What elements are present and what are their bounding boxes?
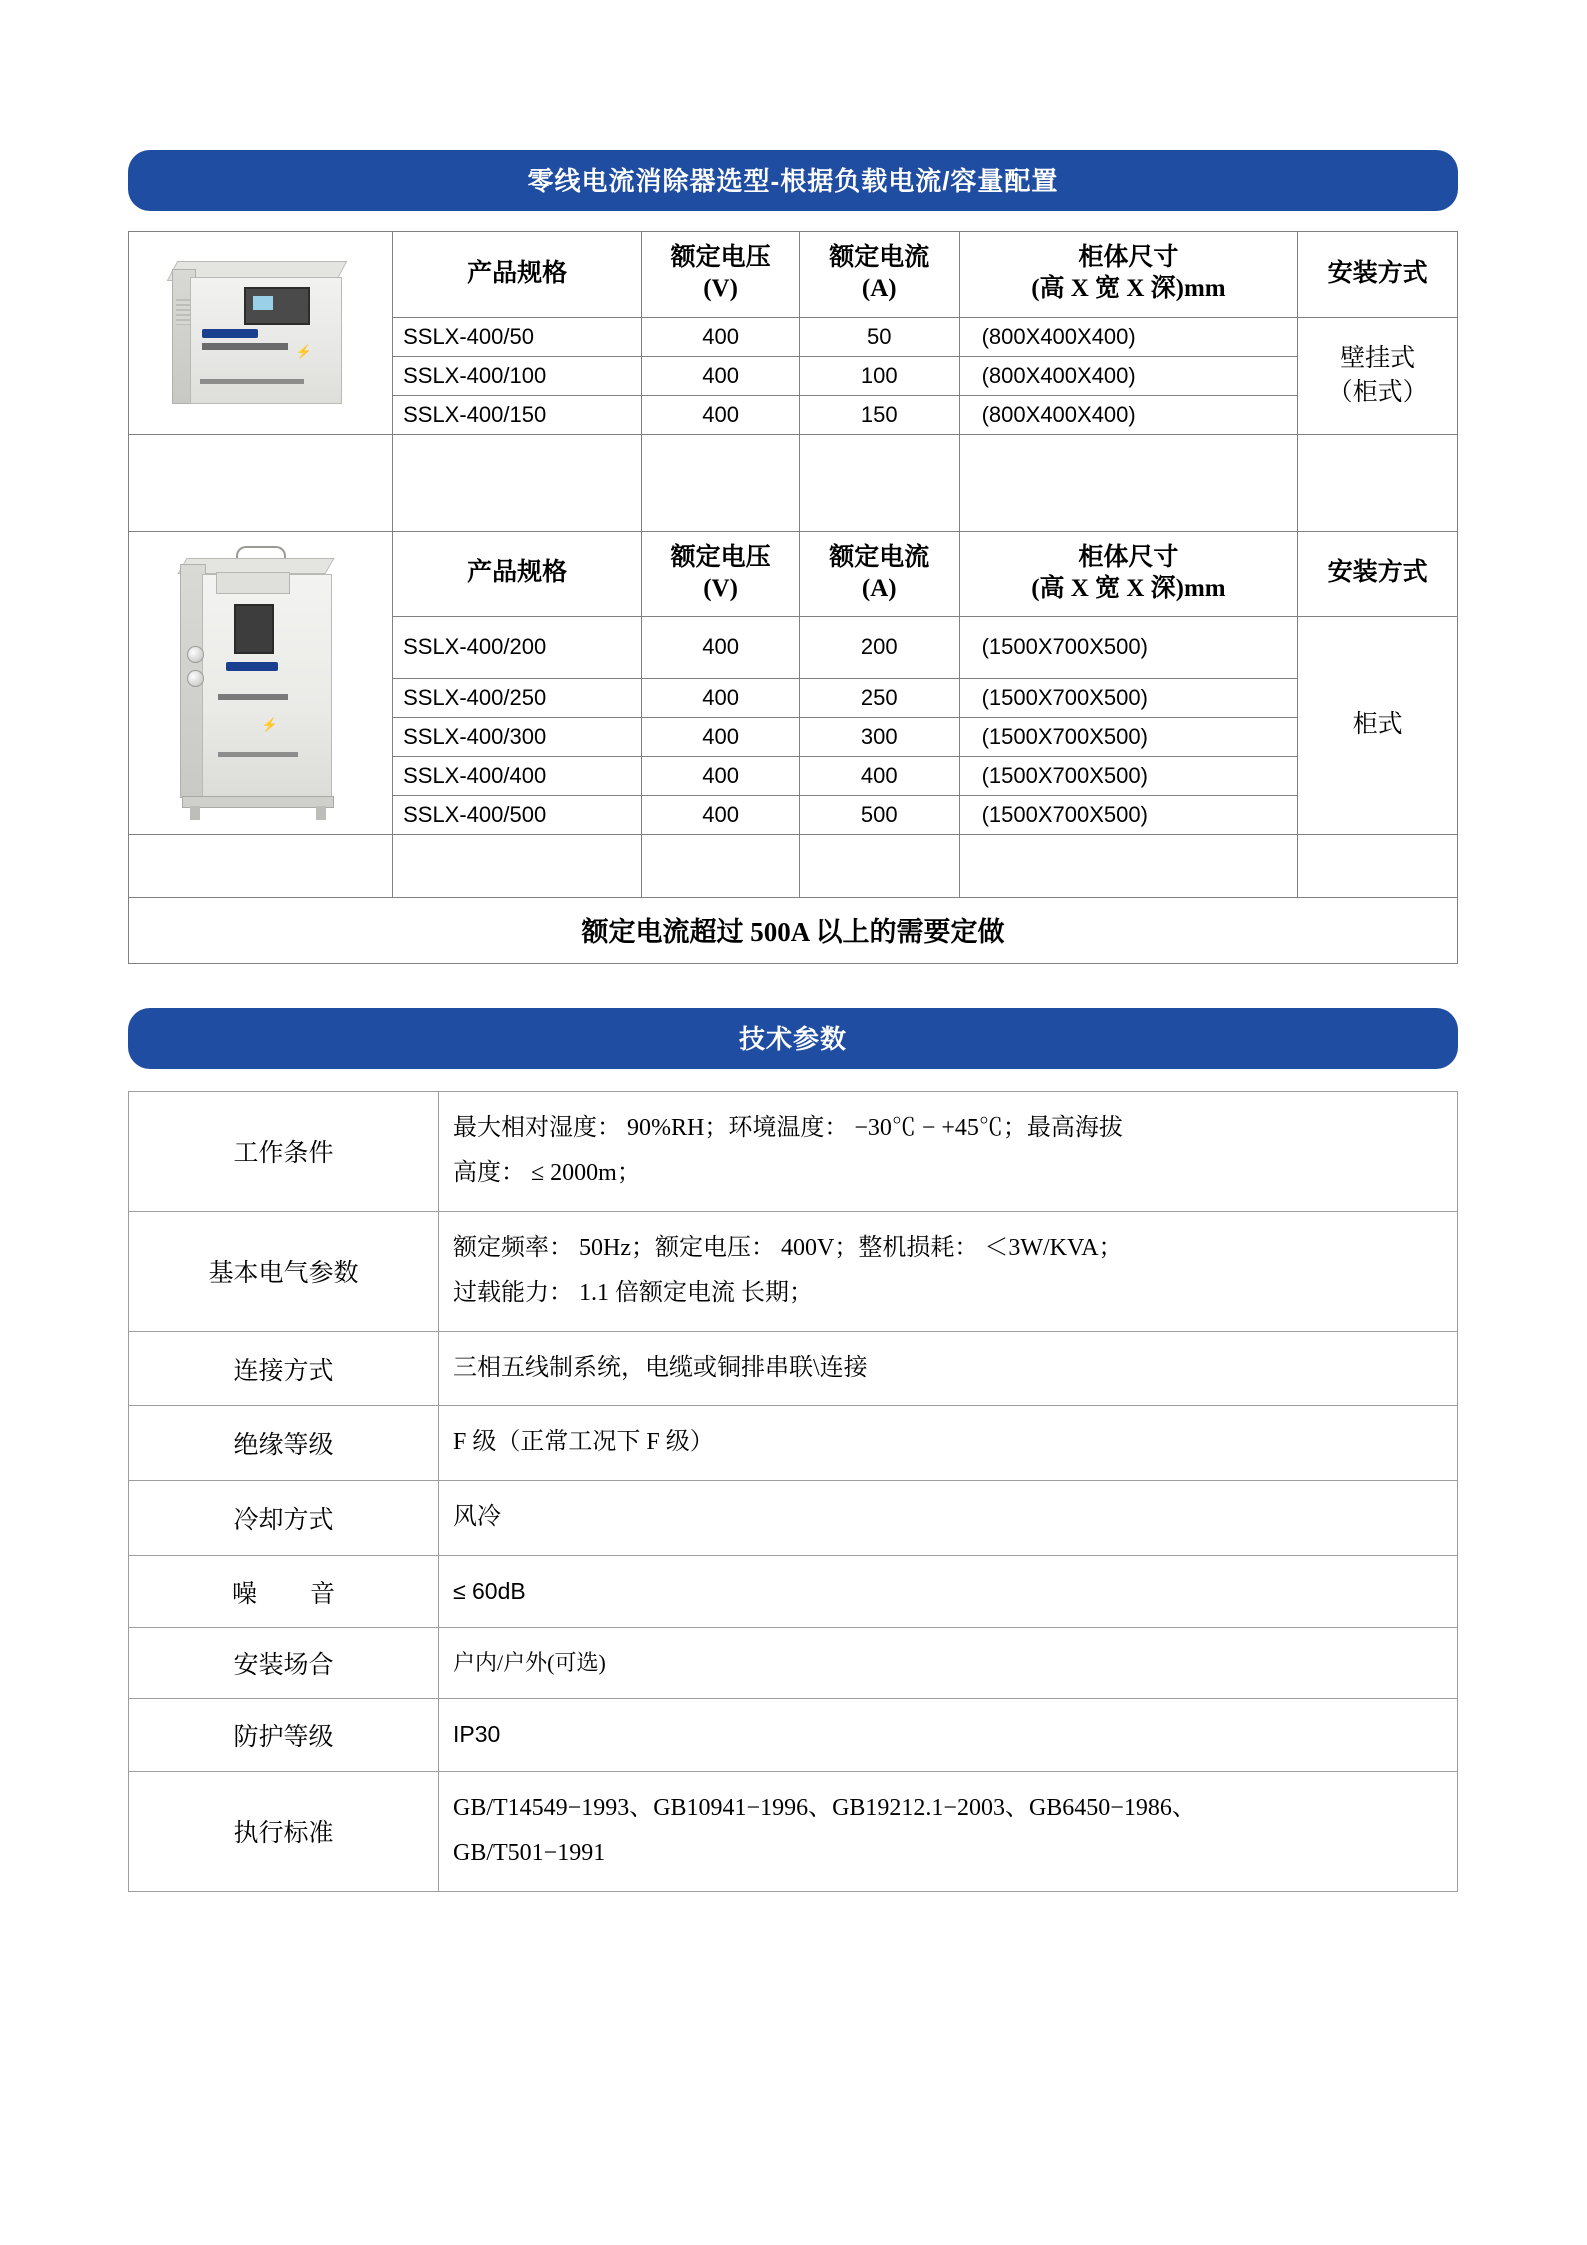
cell-model: SSLX-400/400 <box>393 756 642 795</box>
spacer-cell <box>393 834 642 897</box>
cell-size: (800X400X400) <box>959 317 1298 356</box>
knob-icon <box>187 646 204 663</box>
col-header-install-2: 安装方式 <box>1298 531 1458 617</box>
spec-plate <box>200 379 304 384</box>
col-header-voltage-2: 额定电压 (V) <box>642 531 800 617</box>
warning-bolt-icon: ⚡ <box>295 343 312 359</box>
brand-logo <box>226 662 278 671</box>
param-value: 户内/户外(可选) <box>439 1628 1458 1699</box>
cell-current: 400 <box>799 756 959 795</box>
spacer-cell <box>799 434 959 531</box>
spacer-cell <box>642 434 800 531</box>
col-header-model-1: 产品规格 <box>393 232 642 318</box>
brand-logo <box>202 329 258 338</box>
product-selection-table <box>128 231 1458 964</box>
param-row <box>129 1699 1458 1772</box>
col-header-install-1: 安装方式 <box>1298 232 1458 318</box>
cell-voltage: 400 <box>642 717 800 756</box>
cabinet-base <box>182 796 334 808</box>
spacer-cell <box>393 434 642 531</box>
cell-current: 300 <box>799 717 959 756</box>
param-label: 连接方式 <box>129 1331 439 1406</box>
param-value: IP30 <box>439 1699 1458 1772</box>
spacer-cell <box>129 834 393 897</box>
param-row <box>129 1771 1458 1891</box>
param-row <box>129 1331 1458 1406</box>
cell-current: 250 <box>799 678 959 717</box>
param-row <box>129 1406 1458 1481</box>
cell-voltage: 400 <box>642 356 800 395</box>
param-value: ≤ 60dB <box>439 1555 1458 1628</box>
cell-size: (1500X700X500) <box>959 756 1298 795</box>
cell-current: 100 <box>799 356 959 395</box>
param-value: 三相五线制系统，电缆或铜排串联\连接 <box>439 1331 1458 1406</box>
cell-current: 50 <box>799 317 959 356</box>
product-label <box>202 343 288 350</box>
technical-parameters-table <box>128 1091 1458 1893</box>
table-row <box>129 531 1458 617</box>
param-label: 执行标准 <box>129 1771 439 1891</box>
cell-current: 500 <box>799 795 959 834</box>
col-header-current-2: 额定电流 (A) <box>799 531 959 617</box>
param-label: 防护等级 <box>129 1699 439 1772</box>
cell-voltage: 400 <box>642 317 800 356</box>
cell-voltage: 400 <box>642 795 800 834</box>
param-label: 冷却方式 <box>129 1481 439 1556</box>
table-row <box>129 232 1458 318</box>
param-value: F 级（正常工况下 F 级） <box>439 1406 1458 1481</box>
warning-bolt-icon: ⚡ <box>261 716 278 732</box>
cell-model: SSLX-400/300 <box>393 717 642 756</box>
cell-model: SSLX-400/50 <box>393 317 642 356</box>
cell-voltage: 400 <box>642 617 800 679</box>
cell-size: (1500X700X500) <box>959 795 1298 834</box>
cell-install-method: 柜式 <box>1298 617 1458 835</box>
custom-order-note: 额定电流超过 500A 以上的需要定做 <box>129 897 1458 963</box>
wall-mounted-cabinet-illustration <box>166 253 356 413</box>
spacer-cell <box>959 834 1298 897</box>
param-value: 最大相对湿度： 90%RH；环境温度： −30℃ − +45℃；最高海拔 高度： ≤ 2000m； <box>439 1091 1458 1211</box>
param-row <box>129 1091 1458 1211</box>
spacer-cell <box>642 834 800 897</box>
cell-install-method: 壁挂式 （柜式） <box>1298 317 1458 434</box>
control-panel <box>244 287 310 325</box>
param-row <box>129 1555 1458 1628</box>
param-label: 绝缘等级 <box>129 1406 439 1481</box>
col-header-model-2: 产品规格 <box>393 531 642 617</box>
cell-size: (1500X700X500) <box>959 678 1298 717</box>
device-image-floor-standing <box>129 531 393 834</box>
spacer-cell <box>799 834 959 897</box>
cell-size: (1500X700X500) <box>959 617 1298 679</box>
cell-model: SSLX-400/200 <box>393 617 642 679</box>
cell-model: SSLX-400/150 <box>393 395 642 434</box>
display-window <box>234 604 274 654</box>
cell-voltage: 400 <box>642 756 800 795</box>
spacer-cell <box>129 434 393 531</box>
param-row <box>129 1628 1458 1699</box>
param-label: 基本电气参数 <box>129 1211 439 1331</box>
document-content <box>128 150 1458 1892</box>
param-value: GB/T14549−1993、GB10941−1996、GB19212.1−2003、GB6450−1986、 GB/T501−1991 <box>439 1771 1458 1891</box>
param-value: 风冷 <box>439 1481 1458 1556</box>
col-header-voltage-1: 额定电压 (V) <box>642 232 800 318</box>
cell-model: SSLX-400/250 <box>393 678 642 717</box>
cell-current: 150 <box>799 395 959 434</box>
table-footnote-row <box>129 897 1458 963</box>
section-banner-technical: 技术参数 <box>128 1008 1458 1069</box>
section-banner-selection: 零线电流消除器选型-根据负载电流/容量配置 <box>128 150 1458 211</box>
cell-model: SSLX-400/100 <box>393 356 642 395</box>
cell-size: (1500X700X500) <box>959 717 1298 756</box>
col-header-size-2: 柜体尺寸 (高 X 宽 X 深)mm <box>959 531 1298 617</box>
spec-plate <box>218 752 298 757</box>
param-value: 额定频率： 50Hz；额定电压： 400V；整机损耗： ＜3W/KVA； 过载能力： 1.1 倍额定电流 长期； <box>439 1211 1458 1331</box>
cell-size: (800X400X400) <box>959 356 1298 395</box>
device-image-wall-mounted <box>129 232 393 435</box>
cell-model: SSLX-400/500 <box>393 795 642 834</box>
knob-icon <box>187 670 204 687</box>
product-label <box>218 694 288 700</box>
cell-voltage: 400 <box>642 395 800 434</box>
cell-current: 200 <box>799 617 959 679</box>
spacer-row <box>129 434 1458 531</box>
param-row <box>129 1481 1458 1556</box>
cabinet-leg <box>190 806 200 820</box>
param-row <box>129 1211 1458 1331</box>
param-label: 安装场合 <box>129 1628 439 1699</box>
param-label: 工作条件 <box>129 1091 439 1211</box>
spacer-cell <box>959 434 1298 531</box>
param-label: 噪 音 <box>129 1555 439 1628</box>
cell-voltage: 400 <box>642 678 800 717</box>
cabinet-leg <box>316 806 326 820</box>
floor-standing-cabinet-illustration <box>166 538 356 828</box>
meter-box <box>216 572 290 594</box>
vent-icon <box>176 299 190 325</box>
col-header-size-1: 柜体尺寸 (高 X 宽 X 深)mm <box>959 232 1298 318</box>
cell-size: (800X400X400) <box>959 395 1298 434</box>
col-header-current-1: 额定电流 (A) <box>799 232 959 318</box>
spacer-row <box>129 834 1458 897</box>
